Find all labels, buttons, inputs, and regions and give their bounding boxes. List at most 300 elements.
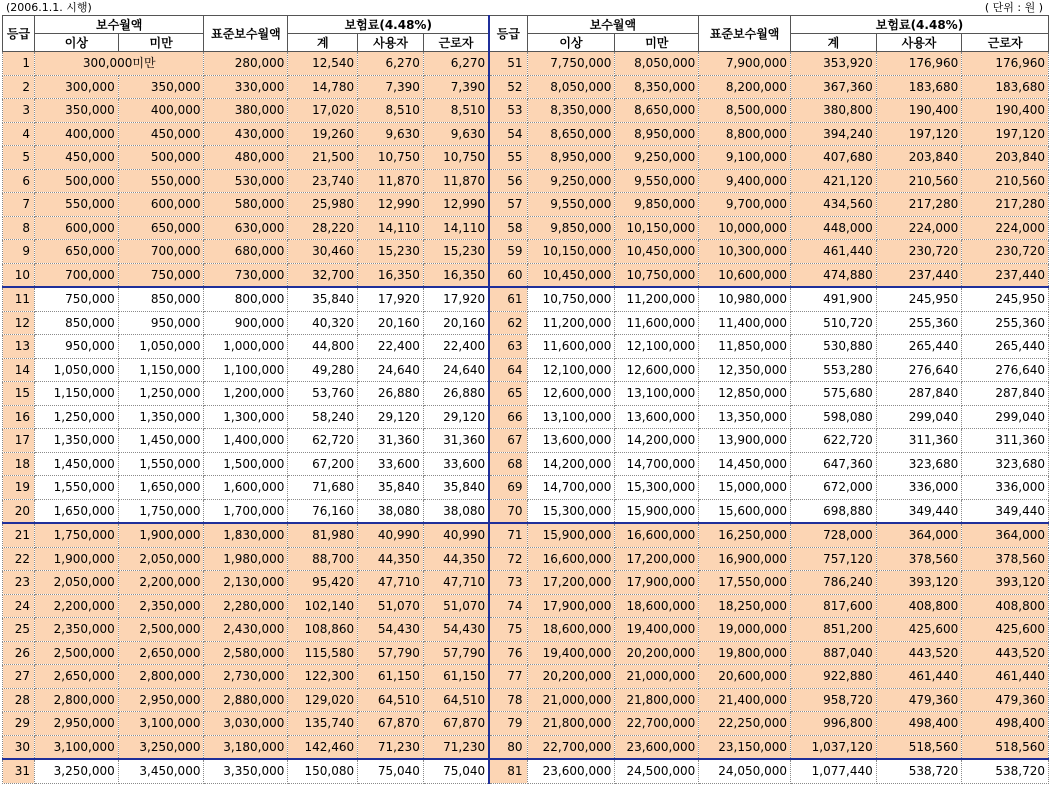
table-row xyxy=(3,618,1049,642)
grade-cell-right: 74 xyxy=(489,594,527,618)
worker-cell-right: 203,840 xyxy=(962,146,1049,170)
standard-pay-cell: 3,030,000 xyxy=(204,712,288,736)
premium-total-cell-right: 598,080 xyxy=(791,405,877,429)
standard-pay-cell: 900,000 xyxy=(204,311,288,335)
pay-min-cell-right: 12,100,000 xyxy=(527,358,615,382)
grade-cell-right: 57 xyxy=(489,193,527,217)
grade-cell-right: 53 xyxy=(489,99,527,123)
premium-total-cell-right: 353,920 xyxy=(791,52,877,76)
table-row xyxy=(3,382,1049,406)
grade-cell: 26 xyxy=(3,641,35,665)
premium-total-cell-right: 817,600 xyxy=(791,594,877,618)
pay-min-cell-right: 7,750,000 xyxy=(527,52,615,76)
table-row xyxy=(3,335,1049,359)
table-row xyxy=(3,122,1049,146)
worker-cell: 40,990 xyxy=(423,523,489,547)
pay-max-cell-right: 9,850,000 xyxy=(615,193,699,217)
grade-cell-right: 61 xyxy=(489,287,527,311)
pay-max-cell-right: 13,600,000 xyxy=(615,405,699,429)
standard-pay-cell: 1,200,000 xyxy=(204,382,288,406)
employer-cell: 15,230 xyxy=(358,240,424,264)
pay-max-cell-right: 17,200,000 xyxy=(615,547,699,571)
pay-max-cell: 1,450,000 xyxy=(118,429,204,453)
pay-min-cell: 500,000 xyxy=(34,169,118,193)
worker-cell: 29,120 xyxy=(423,405,489,429)
standard-pay-cell: 3,350,000 xyxy=(204,759,288,783)
pay-max-cell-right: 10,450,000 xyxy=(615,240,699,264)
standard-pay-cell-right: 9,400,000 xyxy=(699,169,791,193)
premium-total-cell: 81,980 xyxy=(288,523,358,547)
header-pay-month: 보수월액 xyxy=(34,16,204,34)
standard-pay-cell: 1,100,000 xyxy=(204,358,288,382)
table-row xyxy=(3,523,1049,547)
grade-cell-right: 66 xyxy=(489,405,527,429)
premium-total-cell: 35,840 xyxy=(288,287,358,311)
employer-cell-right: 378,560 xyxy=(876,547,962,571)
standard-pay-cell-right: 19,800,000 xyxy=(699,641,791,665)
pay-min-cell: 2,800,000 xyxy=(34,688,118,712)
pay-min-cell-right: 11,600,000 xyxy=(527,335,615,359)
employer-cell: 40,990 xyxy=(358,523,424,547)
employer-cell: 9,630 xyxy=(358,122,424,146)
standard-pay-cell-right: 7,900,000 xyxy=(699,52,791,76)
pay-max-cell-right: 20,200,000 xyxy=(615,641,699,665)
premium-total-cell: 49,280 xyxy=(288,358,358,382)
grade-cell-right: 81 xyxy=(489,759,527,783)
worker-cell-right: 461,440 xyxy=(962,665,1049,689)
grade-cell-right: 77 xyxy=(489,665,527,689)
table-row xyxy=(3,287,1049,311)
worker-cell: 71,230 xyxy=(423,735,489,759)
worker-cell: 20,160 xyxy=(423,311,489,335)
pay-min-cell-right: 9,550,000 xyxy=(527,193,615,217)
worker-cell: 15,230 xyxy=(423,240,489,264)
employer-cell-right: 299,040 xyxy=(876,405,962,429)
standard-pay-cell: 280,000 xyxy=(204,52,288,76)
table-row xyxy=(3,405,1049,429)
grade-cell: 4 xyxy=(3,122,35,146)
grade-cell: 29 xyxy=(3,712,35,736)
premium-total-cell-right: 622,720 xyxy=(791,429,877,453)
worker-cell-right: 408,800 xyxy=(962,594,1049,618)
worker-cell-right: 311,360 xyxy=(962,429,1049,453)
pay-min-cell-right: 8,350,000 xyxy=(527,99,615,123)
grade-cell-right: 78 xyxy=(489,688,527,712)
table-row xyxy=(3,735,1049,759)
employer-cell: 35,840 xyxy=(358,476,424,500)
employer-cell: 6,270 xyxy=(358,52,424,76)
pay-max-cell-right: 19,400,000 xyxy=(615,618,699,642)
premium-total-cell-right: 474,880 xyxy=(791,263,877,287)
standard-pay-cell: 730,000 xyxy=(204,263,288,287)
premium-total-cell: 28,220 xyxy=(288,216,358,240)
pay-min-cell-right: 22,700,000 xyxy=(527,735,615,759)
premium-total-cell-right: 530,880 xyxy=(791,335,877,359)
effective-date-note: (2006.1.1. 시행) xyxy=(6,1,92,14)
grade-cell-right: 76 xyxy=(489,641,527,665)
standard-pay-cell: 330,000 xyxy=(204,75,288,99)
pay-max-cell: 2,350,000 xyxy=(118,594,204,618)
premium-total-cell-right: 728,000 xyxy=(791,523,877,547)
grade-cell-right: 62 xyxy=(489,311,527,335)
pay-max-cell: 1,150,000 xyxy=(118,358,204,382)
pay-max-cell-right: 12,100,000 xyxy=(615,335,699,359)
worker-cell-right: 443,520 xyxy=(962,641,1049,665)
standard-pay-cell-right: 17,550,000 xyxy=(699,571,791,595)
employer-cell-right: 393,120 xyxy=(876,571,962,595)
table-row xyxy=(3,311,1049,335)
pay-max-cell-right: 21,800,000 xyxy=(615,688,699,712)
table-row xyxy=(3,499,1049,523)
pay-min-cell-right: 8,650,000 xyxy=(527,122,615,146)
pay-max-cell: 1,650,000 xyxy=(118,476,204,500)
standard-pay-cell: 2,280,000 xyxy=(204,594,288,618)
worker-cell: 54,430 xyxy=(423,618,489,642)
premium-total-cell: 44,800 xyxy=(288,335,358,359)
premium-total-cell-right: 434,560 xyxy=(791,193,877,217)
pay-max-cell: 950,000 xyxy=(118,311,204,335)
table-row xyxy=(3,452,1049,476)
grade-cell: 27 xyxy=(3,665,35,689)
premium-total-cell-right: 698,880 xyxy=(791,499,877,523)
premium-total-cell: 53,760 xyxy=(288,382,358,406)
premium-total-cell-right: 367,360 xyxy=(791,75,877,99)
pay-min-cell: 350,000 xyxy=(34,99,118,123)
pay-min-cell-right: 17,200,000 xyxy=(527,571,615,595)
pay-max-cell-right: 23,600,000 xyxy=(615,735,699,759)
pay-max-cell: 2,800,000 xyxy=(118,665,204,689)
premium-total-cell-right: 672,000 xyxy=(791,476,877,500)
premium-total-cell: 21,500 xyxy=(288,146,358,170)
employer-cell-right: 265,440 xyxy=(876,335,962,359)
premium-total-cell: 115,580 xyxy=(288,641,358,665)
standard-pay-cell-right: 11,850,000 xyxy=(699,335,791,359)
header-grade: 등급 xyxy=(3,16,35,52)
worker-cell-right: 265,440 xyxy=(962,335,1049,359)
header-grade-right: 등급 xyxy=(489,16,527,52)
employer-cell: 12,990 xyxy=(358,193,424,217)
employer-cell-right: 323,680 xyxy=(876,452,962,476)
pay-max-cell-right: 10,150,000 xyxy=(615,216,699,240)
worker-cell: 38,080 xyxy=(423,499,489,523)
premium-total-cell: 135,740 xyxy=(288,712,358,736)
pay-min-cell: 950,000 xyxy=(34,335,118,359)
premium-total-cell: 23,740 xyxy=(288,169,358,193)
grade-cell: 25 xyxy=(3,618,35,642)
pay-min-cell: 3,100,000 xyxy=(34,735,118,759)
pay-min-cell: 1,750,000 xyxy=(34,523,118,547)
table-row xyxy=(3,358,1049,382)
grade-cell-right: 63 xyxy=(489,335,527,359)
grade-cell: 13 xyxy=(3,335,35,359)
employer-cell: 44,350 xyxy=(358,547,424,571)
employer-cell: 11,870 xyxy=(358,169,424,193)
pay-min-cell: 650,000 xyxy=(34,240,118,264)
premium-total-cell-right: 491,900 xyxy=(791,287,877,311)
premium-total-cell: 71,680 xyxy=(288,476,358,500)
worker-cell-right: 217,280 xyxy=(962,193,1049,217)
pay-min-cell-right: 16,600,000 xyxy=(527,547,615,571)
worker-cell: 11,870 xyxy=(423,169,489,193)
standard-pay-cell-right: 10,600,000 xyxy=(699,263,791,287)
employer-cell: 24,640 xyxy=(358,358,424,382)
grade-cell-right: 52 xyxy=(489,75,527,99)
premium-total-cell-right: 996,800 xyxy=(791,712,877,736)
premium-total-cell-right: 786,240 xyxy=(791,571,877,595)
standard-pay-cell: 2,580,000 xyxy=(204,641,288,665)
employer-cell: 67,870 xyxy=(358,712,424,736)
employer-cell-right: 498,400 xyxy=(876,712,962,736)
grade-cell-right: 64 xyxy=(489,358,527,382)
standard-pay-cell-right: 13,900,000 xyxy=(699,429,791,453)
table-row xyxy=(3,688,1049,712)
premium-total-cell-right: 448,000 xyxy=(791,216,877,240)
worker-cell-right: 176,960 xyxy=(962,52,1049,76)
pay-min-cell: 2,050,000 xyxy=(34,571,118,595)
pay-max-cell: 1,250,000 xyxy=(118,382,204,406)
pay-max-cell: 3,250,000 xyxy=(118,735,204,759)
worker-cell-right: 190,400 xyxy=(962,99,1049,123)
pay-min-cell-right: 20,200,000 xyxy=(527,665,615,689)
pay-min-cell: 1,550,000 xyxy=(34,476,118,500)
worker-cell: 75,040 xyxy=(423,759,489,783)
pay-min-cell: 850,000 xyxy=(34,311,118,335)
standard-pay-cell: 530,000 xyxy=(204,169,288,193)
header-pay-month-right: 보수월액 xyxy=(527,16,699,34)
employer-cell-right: 311,360 xyxy=(876,429,962,453)
employer-cell-right: 538,720 xyxy=(876,759,962,783)
employer-cell: 14,110 xyxy=(358,216,424,240)
table-row xyxy=(3,547,1049,571)
pay-max-cell: 450,000 xyxy=(118,122,204,146)
grade-cell: 5 xyxy=(3,146,35,170)
premium-total-cell: 14,780 xyxy=(288,75,358,99)
premium-total-cell: 17,020 xyxy=(288,99,358,123)
worker-cell-right: 245,950 xyxy=(962,287,1049,311)
worker-cell-right: 364,000 xyxy=(962,523,1049,547)
header-min: 이상 xyxy=(34,34,118,52)
worker-cell-right: 237,440 xyxy=(962,263,1049,287)
pay-max-cell-right: 8,350,000 xyxy=(615,75,699,99)
employer-cell-right: 224,000 xyxy=(876,216,962,240)
premium-total-cell-right: 757,120 xyxy=(791,547,877,571)
pay-max-cell-right: 9,250,000 xyxy=(615,146,699,170)
pay-min-cell-right: 10,750,000 xyxy=(527,287,615,311)
table-body xyxy=(3,52,1049,784)
worker-cell: 31,360 xyxy=(423,429,489,453)
worker-cell-right: 197,120 xyxy=(962,122,1049,146)
grade-cell: 19 xyxy=(3,476,35,500)
standard-pay-cell-right: 11,400,000 xyxy=(699,311,791,335)
premium-total-cell: 150,080 xyxy=(288,759,358,783)
header-employer-right: 사용자 xyxy=(876,34,962,52)
grade-cell-right: 54 xyxy=(489,122,527,146)
grade-cell: 22 xyxy=(3,547,35,571)
employer-cell-right: 287,840 xyxy=(876,382,962,406)
grade-cell-right: 80 xyxy=(489,735,527,759)
standard-pay-cell-right: 12,350,000 xyxy=(699,358,791,382)
employer-cell-right: 443,520 xyxy=(876,641,962,665)
grade-cell: 31 xyxy=(3,759,35,783)
pay-min-cell-right: 8,050,000 xyxy=(527,75,615,99)
pay-max-cell-right: 16,600,000 xyxy=(615,523,699,547)
grade-cell: 20 xyxy=(3,499,35,523)
grade-cell: 15 xyxy=(3,382,35,406)
grade-cell-right: 69 xyxy=(489,476,527,500)
standard-pay-cell-right: 12,850,000 xyxy=(699,382,791,406)
worker-cell: 35,840 xyxy=(423,476,489,500)
premium-total-cell: 129,020 xyxy=(288,688,358,712)
premium-total-cell-right: 887,040 xyxy=(791,641,877,665)
grade-cell: 17 xyxy=(3,429,35,453)
employer-cell: 7,390 xyxy=(358,75,424,99)
worker-cell: 16,350 xyxy=(423,263,489,287)
premium-total-cell: 12,540 xyxy=(288,52,358,76)
premium-total-cell: 88,700 xyxy=(288,547,358,571)
worker-cell: 9,630 xyxy=(423,122,489,146)
worker-cell-right: 498,400 xyxy=(962,712,1049,736)
grade-cell-right: 56 xyxy=(489,169,527,193)
grade-cell-right: 71 xyxy=(489,523,527,547)
standard-pay-cell-right: 10,000,000 xyxy=(699,216,791,240)
worker-cell: 47,710 xyxy=(423,571,489,595)
table-row xyxy=(3,665,1049,689)
worker-cell-right: 230,720 xyxy=(962,240,1049,264)
pay-max-cell: 3,100,000 xyxy=(118,712,204,736)
employer-cell-right: 237,440 xyxy=(876,263,962,287)
pay-max-cell-right: 8,650,000 xyxy=(615,99,699,123)
pay-min-cell-right: 17,900,000 xyxy=(527,594,615,618)
employer-cell-right: 183,680 xyxy=(876,75,962,99)
premium-total-cell-right: 510,720 xyxy=(791,311,877,335)
pay-max-cell-right: 8,950,000 xyxy=(615,122,699,146)
grade-cell-right: 51 xyxy=(489,52,527,76)
worker-cell: 67,870 xyxy=(423,712,489,736)
worker-cell-right: 378,560 xyxy=(962,547,1049,571)
premium-total-cell: 62,720 xyxy=(288,429,358,453)
employer-cell-right: 176,960 xyxy=(876,52,962,76)
pay-min-cell-right: 14,200,000 xyxy=(527,452,615,476)
standard-pay-cell-right: 9,700,000 xyxy=(699,193,791,217)
worker-cell: 10,750 xyxy=(423,146,489,170)
worker-cell: 6,270 xyxy=(423,52,489,76)
pay-min-cell: 2,200,000 xyxy=(34,594,118,618)
pay-min-cell-right: 15,900,000 xyxy=(527,523,615,547)
grade-cell-right: 67 xyxy=(489,429,527,453)
employer-cell: 57,790 xyxy=(358,641,424,665)
employer-cell: 31,360 xyxy=(358,429,424,453)
pay-max-cell-right: 12,600,000 xyxy=(615,358,699,382)
pay-min-cell: 2,500,000 xyxy=(34,641,118,665)
premium-total-cell-right: 922,880 xyxy=(791,665,877,689)
grade-cell: 18 xyxy=(3,452,35,476)
header-max: 미만 xyxy=(118,34,204,52)
standard-pay-cell-right: 8,200,000 xyxy=(699,75,791,99)
standard-pay-cell-right: 15,000,000 xyxy=(699,476,791,500)
standard-pay-cell: 2,730,000 xyxy=(204,665,288,689)
standard-pay-cell-right: 24,050,000 xyxy=(699,759,791,783)
worker-cell-right: 336,000 xyxy=(962,476,1049,500)
premium-total-cell: 122,300 xyxy=(288,665,358,689)
standard-pay-cell-right: 18,250,000 xyxy=(699,594,791,618)
worker-cell: 33,600 xyxy=(423,452,489,476)
grade-cell: 1 xyxy=(3,52,35,76)
grade-cell-right: 75 xyxy=(489,618,527,642)
employer-cell: 61,150 xyxy=(358,665,424,689)
pay-min-cell: 1,900,000 xyxy=(34,547,118,571)
pay-min-cell: 750,000 xyxy=(34,287,118,311)
employer-cell: 16,350 xyxy=(358,263,424,287)
premium-total-cell: 25,980 xyxy=(288,193,358,217)
standard-pay-cell-right: 8,800,000 xyxy=(699,122,791,146)
pay-max-cell-right: 21,000,000 xyxy=(615,665,699,689)
worker-cell: 44,350 xyxy=(423,547,489,571)
employer-cell: 22,400 xyxy=(358,335,424,359)
standard-pay-cell: 680,000 xyxy=(204,240,288,264)
table-row xyxy=(3,594,1049,618)
standard-pay-cell-right: 16,250,000 xyxy=(699,523,791,547)
table-row xyxy=(3,216,1049,240)
grade-cell-right: 65 xyxy=(489,382,527,406)
pay-min-cell: 300,000 xyxy=(34,75,118,99)
pay-max-cell: 1,550,000 xyxy=(118,452,204,476)
grade-cell-right: 55 xyxy=(489,146,527,170)
pay-max-cell: 2,650,000 xyxy=(118,641,204,665)
pay-min-cell: 1,450,000 xyxy=(34,452,118,476)
grade-cell: 14 xyxy=(3,358,35,382)
employer-cell: 71,230 xyxy=(358,735,424,759)
header-min-right: 이상 xyxy=(527,34,615,52)
worker-cell-right: 518,560 xyxy=(962,735,1049,759)
pay-min-cell: 1,250,000 xyxy=(34,405,118,429)
premium-total-cell-right: 1,037,120 xyxy=(791,735,877,759)
premium-total-cell-right: 647,360 xyxy=(791,452,877,476)
employer-cell: 51,070 xyxy=(358,594,424,618)
pay-min-cell-right: 13,600,000 xyxy=(527,429,615,453)
table-row xyxy=(3,193,1049,217)
worker-cell-right: 255,360 xyxy=(962,311,1049,335)
worker-cell-right: 393,120 xyxy=(962,571,1049,595)
pay-max-cell: 2,200,000 xyxy=(118,571,204,595)
worker-cell-right: 210,560 xyxy=(962,169,1049,193)
standard-pay-cell: 2,880,000 xyxy=(204,688,288,712)
worker-cell: 64,510 xyxy=(423,688,489,712)
pay-max-cell-right: 15,900,000 xyxy=(615,499,699,523)
title-bar xyxy=(0,0,1049,15)
worker-cell: 24,640 xyxy=(423,358,489,382)
standard-pay-cell: 800,000 xyxy=(204,287,288,311)
standard-pay-cell: 1,300,000 xyxy=(204,405,288,429)
table-row xyxy=(3,263,1049,287)
employer-cell-right: 479,360 xyxy=(876,688,962,712)
standard-pay-cell-right: 21,400,000 xyxy=(699,688,791,712)
pay-max-cell: 600,000 xyxy=(118,193,204,217)
header-total: 계 xyxy=(288,34,358,52)
standard-pay-cell: 1,400,000 xyxy=(204,429,288,453)
pay-max-cell: 2,500,000 xyxy=(118,618,204,642)
pay-min-cell-right: 9,850,000 xyxy=(527,216,615,240)
pay-max-cell: 550,000 xyxy=(118,169,204,193)
grade-cell: 11 xyxy=(3,287,35,311)
table-row xyxy=(3,641,1049,665)
worker-cell: 61,150 xyxy=(423,665,489,689)
premium-table xyxy=(2,15,1049,784)
grade-cell: 21 xyxy=(3,523,35,547)
grade-cell: 6 xyxy=(3,169,35,193)
pay-min-cell: 2,350,000 xyxy=(34,618,118,642)
employer-cell-right: 518,560 xyxy=(876,735,962,759)
standard-pay-cell-right: 16,900,000 xyxy=(699,547,791,571)
